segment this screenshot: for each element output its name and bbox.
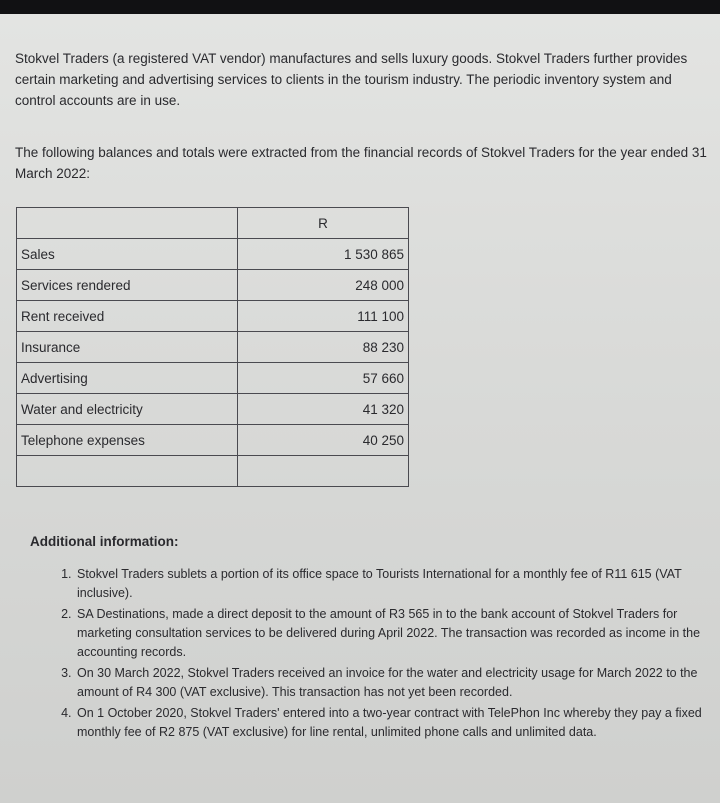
list-item: 2. SA Destinations, made a direct deposit to the amount of R3 565 in to the bank account of Stokvel Traders for marketing consultation services to be delivered during April 2022. The transaction was recorded as income in the accounting records. (75, 605, 711, 662)
list-item: 4. On 1 October 2020, Stokvel Traders' entered into a two-year contract with TelePhon Inc whereby they pay a fixed monthly fee of R2 875 (VAT exclusive) for line rental, unlimited phone calls and unlimited data. (75, 704, 711, 742)
intro-paragraph: Stokvel Traders (a registered VAT vendor) manufactures and sells luxury goods. Stokvel Traders further provides certain marketing and advertising services to clients in the tourism industry. The periodic inventory system and control accounts are in use. (15, 51, 688, 108)
list-item: 3. On 30 March 2022, Stokvel Traders received an invoice for the water and electricity usage for March 2022 to the amount of R4 300 (VAT exclusive). This transaction has not yet been recorded. (75, 664, 711, 702)
table-row (17, 394, 409, 425)
row-label: Water and electricity (17, 394, 238, 425)
balances-table (16, 207, 409, 487)
row-label: Advertising (17, 363, 238, 394)
table-header-row (17, 208, 409, 239)
row-amount: 88 230 (238, 332, 409, 363)
row-label: Rent received (17, 301, 238, 332)
list-item: 1. Stokvel Traders sublets a portion of its office space to Tourists International for a monthly fee of R11 615 (VAT inclusive). (75, 565, 711, 603)
row-amount: 57 660 (238, 363, 409, 394)
row-label: Insurance (17, 332, 238, 363)
table-row (17, 239, 409, 270)
table-row-empty (17, 456, 409, 487)
row-label: Telephone expenses (17, 425, 238, 456)
row-amount: 1 530 865 (238, 239, 409, 270)
table-row (17, 301, 409, 332)
row-amount: 111 100 (238, 301, 409, 332)
additional-information-list (58, 565, 711, 744)
balances-intro-paragraph: The following balances and totals were extracted from the financial records of Stokvel Traders for the year ended 31 March 2022: (15, 145, 707, 181)
row-amount (238, 456, 409, 487)
row-amount: 40 250 (238, 425, 409, 456)
table-header-blank-cell (17, 208, 238, 239)
additional-information-heading: Additional information: (30, 534, 179, 549)
row-amount: 248 000 (238, 270, 409, 301)
table-row (17, 270, 409, 301)
table-row (17, 425, 409, 456)
camera-top-edge (0, 0, 720, 14)
row-label (17, 456, 238, 487)
row-label: Sales (17, 239, 238, 270)
row-amount: 41 320 (238, 394, 409, 425)
table-row (17, 363, 409, 394)
table-header-currency: R (238, 208, 409, 239)
table-row (17, 332, 409, 363)
document-page (0, 14, 720, 803)
row-label: Services rendered (17, 270, 238, 301)
